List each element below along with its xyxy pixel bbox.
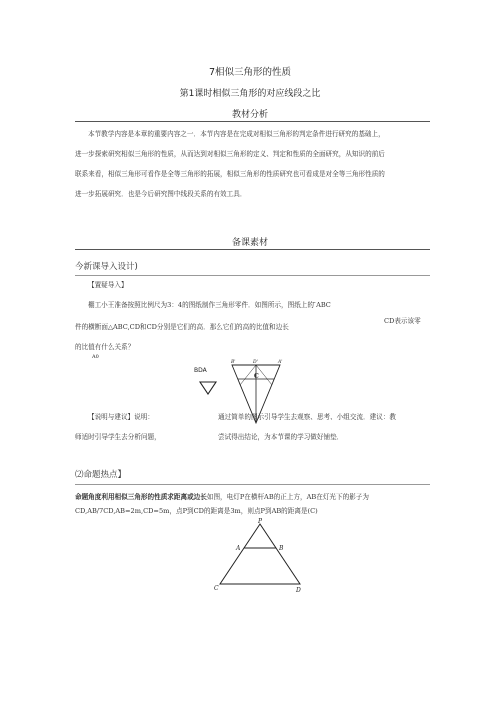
figure-label-c: C <box>254 373 259 380</box>
note-text: 师适时引导学生去分析问题， <box>75 433 161 441</box>
figure-label-p: P <box>258 518 263 525</box>
note-text: 尝试得出结论，为本节课的学习做好铺垫． <box>218 433 344 441</box>
section-divider <box>75 249 430 250</box>
paragraph-line: 的比值有什么关系？ <box>75 343 135 351</box>
sub-heading-new-lesson: 今新课导入设计) <box>75 262 138 272</box>
problem-line <box>75 494 369 501</box>
problem-line: CD,AB/7CD,AB=2m,CD=5m，点P到CD的距离是3m，则点P到AB的距离是(C) <box>75 507 318 515</box>
document-title: 7相似三角形的性质 <box>208 67 292 78</box>
figure-label-a: A <box>236 545 241 552</box>
paragraph-line: 进一步拓展研究．也是今后研究图中线段关系的有效工具． <box>75 190 247 198</box>
paragraph-line: CD表示该零 <box>384 317 421 325</box>
section-heading-material-analysis: 教材分析 <box>231 110 268 120</box>
problem-text: 如图，电灯P在横杆AB的正上方，AB在灯光下的影子为 <box>206 493 369 501</box>
paragraph-line: 棚工小王准备按照比例尺为3：4的图纸制作三角形零件．如图所示，图纸上的 ̄ABC <box>88 301 331 309</box>
figure-label-b: B <box>279 545 284 552</box>
problem-topic: 命题角度利用相似三角形的性质求距离或边长 <box>75 493 207 501</box>
paragraph-line: 件的横断面△ABC,CD和CD分别是它们的高．那么它们的高的比值和边长 <box>75 323 289 331</box>
figure-label-bda: BDA <box>194 367 207 374</box>
section-divider <box>75 121 430 122</box>
figure-label-b-prime: B' <box>231 360 236 365</box>
paragraph-line: 本节教学内容是本章的重要内容之一．本节内容是在完成对相似三角形的判定条件进行研究的基础上， <box>88 130 385 138</box>
note-label: 【说明与建议】说明： <box>88 413 154 421</box>
figure-label-c-base: C <box>214 585 219 592</box>
paragraph-line: 进一步探索研究相似三角形的性质，从而达到对相似三角形的定义、判定和性质的全面研究，从知识的前后 <box>75 150 385 158</box>
situation-label: 【置疑导入】 <box>88 281 128 289</box>
figure-label-d: D <box>296 587 301 594</box>
paragraph-line: 联系来看，相似三角形可看作是全等三角形的拓展，相似三角形的性质研究也可看成是对全等三角形性质的 <box>75 170 385 178</box>
lesson-title: 第1课时相似三角形的对应线段之比 <box>179 89 321 99</box>
figure-small-label: A0 <box>92 354 99 360</box>
sub-heading-hot-topics: ⑵命题热点】 <box>75 470 127 480</box>
sub-heading-underline <box>75 275 430 276</box>
section-heading-materials: 备课素材 <box>231 238 268 248</box>
figure-label-a-prime: A' <box>278 360 283 365</box>
sub-heading-underline <box>75 484 430 485</box>
small-triangle-figure <box>198 380 218 396</box>
lamp-shadow-figure <box>210 516 310 594</box>
note-text: 通过简单的图示引导学生去观察、思考、小组交流．建议：教 <box>218 413 397 421</box>
figure-label-d-prime: D' <box>253 360 258 365</box>
